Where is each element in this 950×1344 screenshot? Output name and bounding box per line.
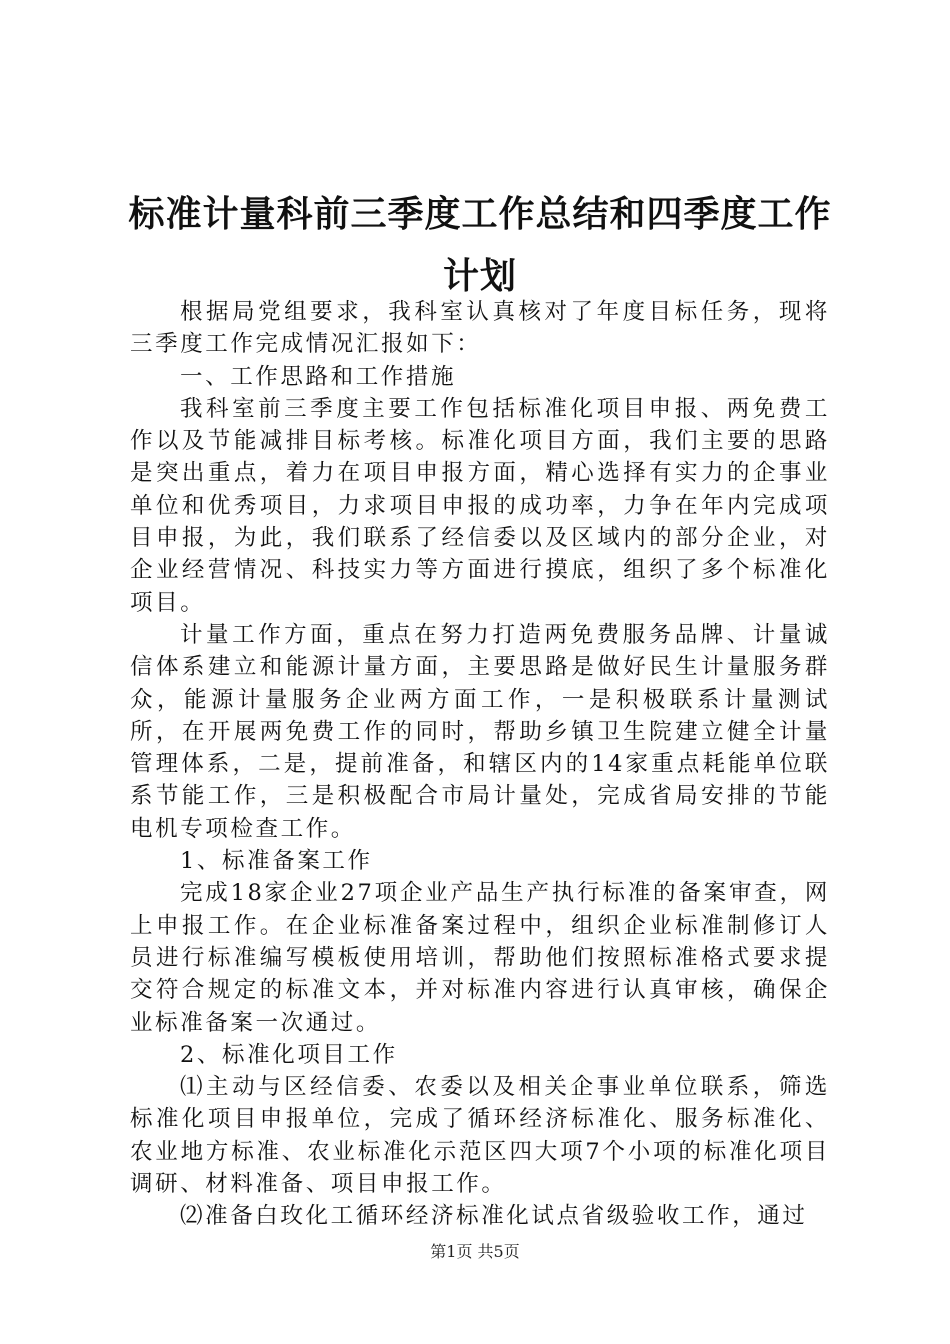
document-title: 标准计量科前三季度工作总结和四季度工作计划 bbox=[128, 194, 832, 297]
subsection-heading-1: 1、标准备案工作 bbox=[180, 848, 373, 875]
subsection-heading-2: 2、标准化项目工作 bbox=[180, 1041, 398, 1068]
body-paragraph: 计量工作方面，重点在努力打造两免费服务品牌、计量诚信体系建立和能源计量方面，主要思路是做好民生计量服务群众，能源计量服务企业两方面工作，一是积极联系计量测试所，在开展两免费工作的同时，帮助乡镇卫生院建立健全计量管理体系，二是，提前准备，和辖区内的14家重点耗能单位联系节能工作，三是积极配合市局计量处，完成省局安排的节能电机专项检查工作。 bbox=[130, 621, 830, 842]
body-paragraph: ⑴主动与区经信委、农委以及相关企事业单位联系，筛选标准化项目申报单位，完成了循环经济标准化、服务标准化、农业地方标准、农业标准化示范区四大项7个小项的标准化项目调研、材料准备、项目申报工作。 bbox=[130, 1074, 830, 1198]
document-body bbox=[130, 296, 830, 1233]
body-paragraph: ⑵准备白玫化工循环经济标准化试点省级验收工作，通过 bbox=[180, 1203, 808, 1230]
intro-paragraph: 根据局党组要求，我科室认真核对了年度目标任务，现将三季度工作完成情况汇报如下： bbox=[130, 299, 830, 358]
body-paragraph: 完成18家企业27项企业产品生产执行标准的备案审查，网上申报工作。在企业标准备案过程中，组织企业标准制修订人员进行标准编写模板使用培训，帮助他们按照标准格式要求提交符合规定的标准文本，并对标准内容进行认真审核，确保企业标准备案一次通过。 bbox=[130, 880, 830, 1036]
section-heading-1: 一、工作思路和工作措施 bbox=[180, 363, 457, 390]
page-number-footer: 第1页 共5页 bbox=[430, 1242, 520, 1261]
body-paragraph: 我科室前三季度主要工作包括标准化项目申报、两免费工作以及节能减排目标考核。标准化项目方面，我们主要的思路是突出重点，着力在项目申报方面，精心选择有实力的企事业单位和优秀项目，力求项目申报的成功率，力争在年内完成项目申报，为此，我们联系了经信委以及区域内的部分企业，对企业经营情况、科技实力等方面进行摸底，组织了多个标准化项目。 bbox=[130, 395, 830, 616]
